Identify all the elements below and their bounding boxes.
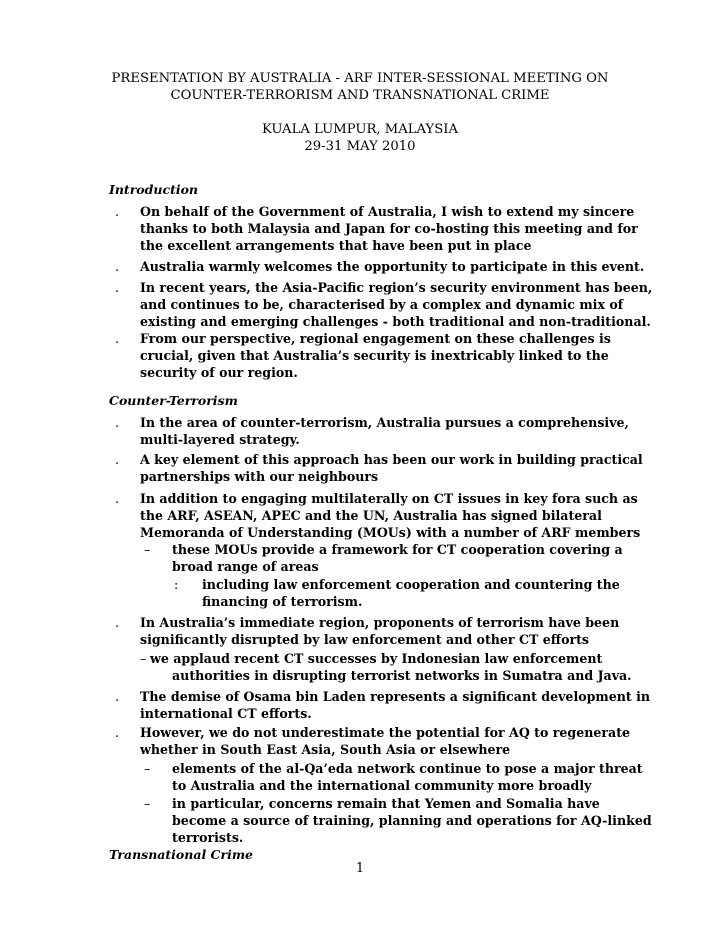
ct-p6-sub1-line2: to Australia and the international community more broadly [172, 778, 592, 793]
heading-transnational-crime: Transnational Crime [109, 847, 254, 862]
bullet-marker: . [115, 280, 120, 295]
intro-p3-line1: In recent years, the Asia-Pacific region’s security environment has been, [140, 280, 653, 295]
bullet-marker: . [115, 491, 120, 506]
intro-p4-line1: From our perspective, regional engagement on these challenges is [140, 331, 611, 346]
bullet-marker: . [115, 204, 120, 219]
ct-p6-line2: whether in South East Asia, South Asia or elsewhere [140, 742, 511, 757]
ct-p3-sub-line1: these MOUs provide a framework for CT cooperation covering a [172, 542, 623, 557]
dash-marker: – [140, 651, 147, 666]
ct-p1-line2: multi-layered strategy. [140, 432, 300, 447]
intro-p4-line3: security of our region. [140, 365, 298, 380]
ct-p3-subsub-line2: financing of terrorism. [202, 594, 363, 609]
ct-p6-line1: However, we do not underestimate the potential for AQ to regenerate [140, 725, 631, 740]
bullet-marker: . [115, 452, 120, 467]
dash-marker: – [144, 761, 151, 776]
ct-p6-sub1-line1: elements of the al-Qa’eda network continue to pose a major threat [172, 761, 643, 776]
ct-p2-line2: partnerships with our neighbours [140, 469, 379, 484]
ct-p3-line3: Memoranda of Understanding (MOUs) with a number of ARF members [140, 525, 641, 540]
location: KUALA LUMPUR, MALAYSIA [261, 122, 459, 137]
ct-p6-sub2-line1: in particular, concerns remain that Yemen and Somalia have [172, 796, 600, 811]
bullet-marker: . [115, 415, 120, 430]
ct-p1-line1: In the area of counter-terrorism, Australia pursues a comprehensive, [140, 415, 629, 430]
ct-p3-line2: the ARF, ASEAN, APEC and the UN, Australia has signed bilateral [140, 508, 602, 523]
ct-p4-line1: In Australia’s immediate region, proponents of terrorism have been [140, 615, 620, 630]
colon-marker: : [174, 577, 179, 592]
bullet-marker: . [115, 331, 120, 346]
ct-p5-line1: The demise of Osama bin Laden represents a significant development in [140, 689, 651, 704]
ct-p4-line2: significantly disrupted by law enforcement and other CT efforts [140, 632, 590, 647]
dates: 29-31 MAY 2010 [304, 139, 416, 154]
ct-p3-subsub-line1: including law enforcement cooperation and countering the [202, 577, 620, 592]
title-line-2: COUNTER-TERRORISM AND TRANSNATIONAL CRIME [170, 88, 550, 103]
ct-p6-sub2-line2: become a source of training, planning and operations for AQ-linked [172, 813, 652, 828]
intro-p4-line2: crucial, given that Australia’s security is inextricably linked to the [140, 348, 609, 363]
ct-p5-line2: international CT efforts. [140, 706, 312, 721]
title-line-1: PRESENTATION BY AUSTRALIA - ARF INTER-SESSIONAL MEETING ON [111, 71, 609, 86]
heading-counter-terrorism: Counter-Terrorism [109, 393, 238, 408]
ct-p4-sub-line1: we applaud recent CT successes by Indonesian law enforcement [150, 651, 603, 666]
page-number: 1 [355, 861, 365, 876]
ct-p3-line1: In addition to engaging multilaterally on CT issues in key fora such as [140, 491, 638, 506]
intro-p1-line1: On behalf of the Government of Australia, I wish to extend my sincere [140, 204, 635, 219]
bullet-marker: . [115, 725, 120, 740]
dash-marker: – [144, 796, 151, 811]
ct-p6-sub2-line3: terrorists. [172, 830, 244, 845]
ct-p2-line1: A key element of this approach has been our work in building practical [140, 452, 643, 467]
intro-p2-line1: Australia warmly welcomes the opportunity to participate in this event. [140, 259, 645, 274]
intro-p1-line2: thanks to both Malaysia and Japan for co-hosting this meeting and for [140, 221, 638, 236]
intro-p1-line3: the excellent arrangements that have been put in place [140, 238, 532, 253]
dash-marker: – [144, 542, 151, 557]
intro-p3-line2: and continues to be, characterised by a complex and dynamic mix of [140, 297, 624, 312]
bullet-marker: . [115, 689, 120, 704]
ct-p4-sub-line2: authorities in disrupting terrorist networks in Sumatra and Java. [172, 668, 632, 683]
intro-p3-line3: existing and emerging challenges - both traditional and non-traditional. [140, 314, 651, 329]
heading-introduction: Introduction [109, 182, 199, 197]
ct-p3-sub-line2: broad range of areas [172, 559, 319, 574]
bullet-marker: . [115, 615, 120, 630]
bullet-marker: . [115, 259, 120, 274]
